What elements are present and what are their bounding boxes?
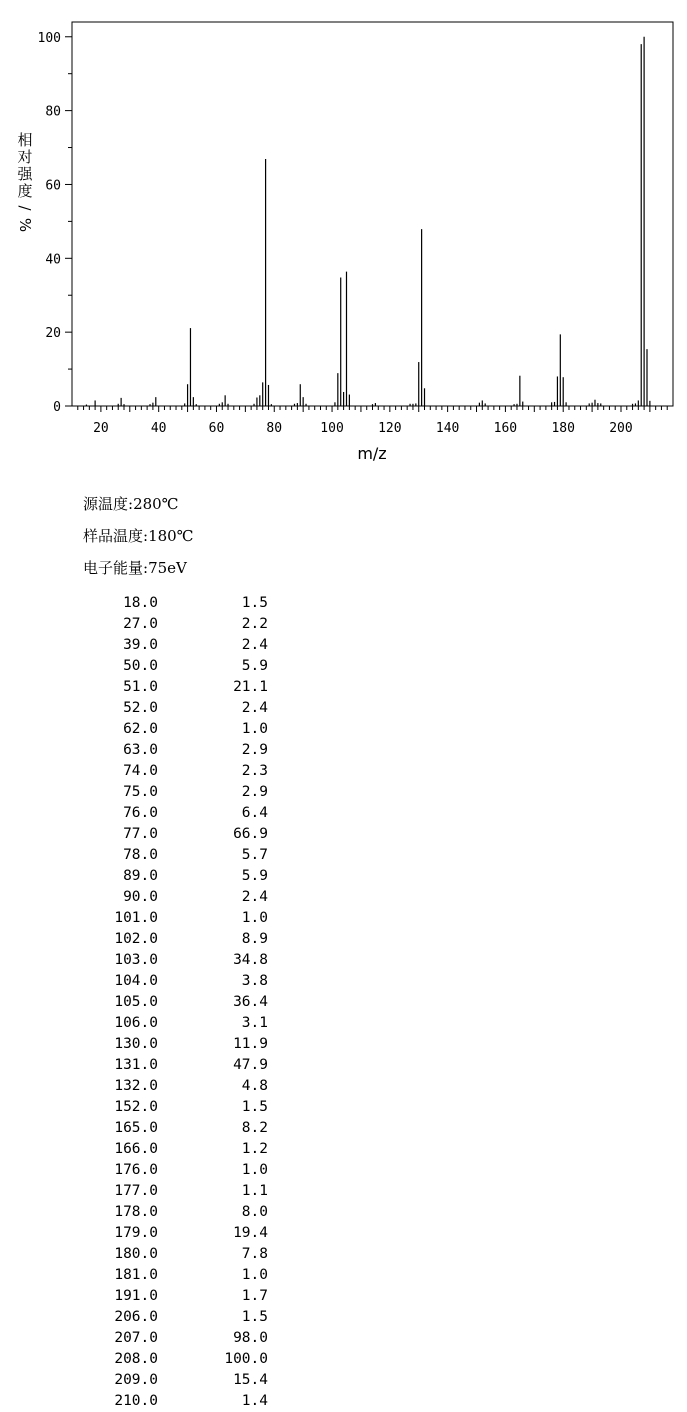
electron-energy (83, 557, 187, 578)
mz-value: 77.0 (123, 826, 158, 842)
mz-value: 207.0 (114, 1330, 158, 1346)
table-row (88, 1034, 268, 1055)
intensity-value: 3.8 (241, 973, 268, 989)
intensity-value: 3.1 (241, 1015, 268, 1031)
table-row (88, 761, 268, 782)
mz-value: 210.0 (114, 1393, 158, 1409)
mz-value: 102.0 (114, 931, 158, 947)
y-axis-label-char: 相 (17, 131, 33, 149)
mz-value: 63.0 (123, 742, 158, 758)
sample-temperature-label: 样品温度: (83, 527, 149, 545)
mz-value: 62.0 (123, 721, 158, 737)
intensity-value: 100.0 (224, 1351, 268, 1367)
y-axis-label-char: % (16, 217, 34, 233)
table-row (88, 1160, 268, 1181)
plot-frame (72, 22, 673, 406)
intensity-value: 5.7 (241, 847, 268, 863)
mz-value: 105.0 (114, 994, 158, 1010)
mz-value: 130.0 (114, 1036, 158, 1052)
table-row (88, 593, 268, 614)
intensity-value: 5.9 (241, 868, 268, 884)
x-tick-label: 180 (551, 421, 575, 436)
mz-value: 178.0 (114, 1204, 158, 1220)
table-row (88, 992, 268, 1013)
y-axis-label-char: / (16, 205, 34, 211)
column-gap (158, 992, 198, 1013)
intensity-value: 34.8 (233, 952, 268, 968)
table-row (88, 866, 268, 887)
intensity-value: 6.4 (241, 805, 268, 821)
intensity-value: 1.0 (241, 910, 268, 926)
column-gap (158, 719, 198, 740)
column-gap (158, 1181, 198, 1202)
table-row (88, 1349, 268, 1370)
table-row (88, 929, 268, 950)
mz-value: 179.0 (114, 1225, 158, 1241)
mz-value: 75.0 (123, 784, 158, 800)
mz-value: 78.0 (123, 847, 158, 863)
column-gap (158, 1076, 198, 1097)
table-row (88, 1097, 268, 1118)
table-row (88, 908, 268, 929)
intensity-value: 1.2 (241, 1141, 268, 1157)
intensity-value: 2.9 (241, 784, 268, 800)
y-axis-label-char: 度 (17, 182, 33, 200)
intensity-value: 1.5 (241, 595, 268, 611)
table-row (88, 1391, 268, 1412)
column-gap (158, 761, 198, 782)
x-axis-label: m/z (357, 444, 387, 463)
x-tick-label: 40 (150, 421, 167, 436)
table-row (88, 1328, 268, 1349)
mz-value: 50.0 (123, 658, 158, 674)
mz-value: 52.0 (123, 700, 158, 716)
mz-value: 39.0 (123, 637, 158, 653)
intensity-value: 2.4 (241, 637, 268, 653)
mz-value: 89.0 (123, 868, 158, 884)
column-gap (158, 677, 198, 698)
y-axis-label-char: 对 (17, 148, 33, 166)
x-tick-label: 200 (609, 421, 633, 436)
mz-value: 209.0 (114, 1372, 158, 1388)
table-row (88, 740, 268, 761)
y-tick-label: 60 (45, 178, 61, 194)
column-gap (158, 1349, 198, 1370)
mz-value: 177.0 (114, 1183, 158, 1199)
column-gap (158, 782, 198, 803)
column-gap (158, 929, 198, 950)
column-gap (158, 803, 198, 824)
mz-value: 152.0 (114, 1099, 158, 1115)
intensity-value: 7.8 (241, 1246, 268, 1262)
sample-temperature-value: 180℃ (148, 527, 194, 545)
column-gap (158, 1013, 198, 1034)
electron-energy-label: 电子能量: (83, 559, 149, 577)
intensity-value: 36.4 (233, 994, 268, 1010)
y-tick-label: 80 (45, 104, 61, 120)
peak-table (88, 593, 268, 1412)
mz-value: 90.0 (123, 889, 158, 905)
column-gap (158, 1391, 198, 1412)
column-gap (158, 1139, 198, 1160)
mz-value: 176.0 (114, 1162, 158, 1178)
source-temperature (83, 493, 178, 514)
y-axis-label (16, 131, 34, 232)
table-row (88, 1076, 268, 1097)
mz-value: 132.0 (114, 1078, 158, 1094)
table-row (88, 782, 268, 803)
column-gap (158, 740, 198, 761)
x-tick-label: 100 (320, 421, 344, 436)
table-row (88, 1223, 268, 1244)
column-gap (158, 1328, 198, 1349)
intensity-value: 1.0 (241, 721, 268, 737)
y-tick-label: 100 (37, 30, 61, 46)
mz-value: 166.0 (114, 1141, 158, 1157)
intensity-value: 19.4 (233, 1225, 268, 1241)
table-row (88, 1202, 268, 1223)
intensity-value: 1.5 (241, 1309, 268, 1325)
column-gap (158, 1118, 198, 1139)
intensity-value: 2.4 (241, 889, 268, 905)
source-temperature-label: 源温度: (83, 495, 134, 513)
column-gap (158, 614, 198, 635)
intensity-value: 98.0 (233, 1330, 268, 1346)
column-gap (158, 1034, 198, 1055)
column-gap (158, 824, 198, 845)
column-gap (158, 866, 198, 887)
mz-value: 165.0 (114, 1120, 158, 1136)
column-gap (158, 1244, 198, 1265)
table-row (88, 824, 268, 845)
intensity-value: 8.0 (241, 1204, 268, 1220)
column-gap (158, 845, 198, 866)
intensity-value: 21.1 (233, 679, 268, 695)
mz-value: 181.0 (114, 1267, 158, 1283)
table-row (88, 950, 268, 971)
column-gap (158, 971, 198, 992)
table-row (88, 1181, 268, 1202)
column-gap (158, 1286, 198, 1307)
table-row (88, 1118, 268, 1139)
column-gap (158, 698, 198, 719)
column-gap (158, 1202, 198, 1223)
column-gap (158, 656, 198, 677)
y-tick-label: 20 (45, 326, 61, 342)
y-tick-label: 0 (53, 400, 61, 415)
x-tick-label: 140 (435, 421, 460, 436)
intensity-value: 4.8 (241, 1078, 268, 1094)
x-tick-label: 160 (493, 421, 518, 436)
mz-value: 104.0 (114, 973, 158, 989)
y-axis-label-char: 强 (17, 165, 33, 183)
x-tick-label: 120 (378, 421, 402, 436)
intensity-value: 1.5 (241, 1099, 268, 1115)
y-tick-label: 40 (45, 252, 61, 268)
x-tick-label: 80 (266, 421, 283, 436)
table-row (88, 719, 268, 740)
intensity-value: 2.2 (241, 616, 268, 632)
column-gap (158, 1307, 198, 1328)
table-row (88, 971, 268, 992)
x-axis (78, 406, 667, 436)
intensity-value: 47.9 (233, 1057, 268, 1073)
source-temperature-value: 280℃ (133, 495, 179, 513)
mz-value: 74.0 (123, 763, 158, 779)
mz-value: 101.0 (114, 910, 158, 926)
mass-spectrum-chart (0, 0, 687, 470)
intensity-value: 1.0 (241, 1267, 268, 1283)
mz-value: 208.0 (114, 1351, 158, 1367)
table-row (88, 1286, 268, 1307)
electron-energy-value: 75eV (148, 559, 187, 577)
table-row (88, 887, 268, 908)
intensity-value: 2.3 (241, 763, 268, 779)
intensity-value: 1.7 (241, 1288, 268, 1304)
table-row (88, 803, 268, 824)
table-row (88, 698, 268, 719)
sample-temperature (83, 525, 193, 546)
mz-value: 103.0 (114, 952, 158, 968)
x-tick-label: 20 (93, 421, 109, 436)
mz-value: 206.0 (114, 1309, 158, 1325)
table-row (88, 1139, 268, 1160)
mz-value: 27.0 (123, 616, 158, 632)
column-gap (158, 1265, 198, 1286)
mz-value: 191.0 (114, 1288, 158, 1304)
table-row (88, 1265, 268, 1286)
intensity-value: 8.9 (241, 931, 268, 947)
table-row (88, 1013, 268, 1034)
y-axis (38, 31, 72, 415)
column-gap (158, 908, 198, 929)
mz-value: 76.0 (123, 805, 158, 821)
column-gap (158, 1160, 198, 1181)
table-row (88, 677, 268, 698)
mz-value: 180.0 (114, 1246, 158, 1262)
table-row (88, 1307, 268, 1328)
intensity-value: 1.4 (241, 1393, 268, 1409)
mz-value: 18.0 (123, 595, 158, 611)
intensity-value: 8.2 (241, 1120, 268, 1136)
intensity-value: 66.9 (233, 826, 268, 842)
mz-value: 51.0 (123, 679, 158, 695)
intensity-value: 1.0 (241, 1162, 268, 1178)
column-gap (158, 950, 198, 971)
table-row (88, 1370, 268, 1391)
peak-bars (86, 37, 649, 406)
intensity-value: 5.9 (241, 658, 268, 674)
intensity-value: 1.1 (241, 1183, 268, 1199)
intensity-value: 2.9 (241, 742, 268, 758)
column-gap (158, 1223, 198, 1244)
table-row (88, 656, 268, 677)
table-row (88, 635, 268, 656)
table-row (88, 1055, 268, 1076)
mz-value: 106.0 (114, 1015, 158, 1031)
intensity-value: 15.4 (233, 1372, 268, 1388)
column-gap (158, 593, 198, 614)
column-gap (158, 1055, 198, 1076)
column-gap (158, 1370, 198, 1391)
mz-value: 131.0 (114, 1057, 158, 1073)
column-gap (158, 1097, 198, 1118)
table-row (88, 1244, 268, 1265)
intensity-value: 11.9 (233, 1036, 268, 1052)
x-tick-label: 60 (208, 421, 225, 436)
table-row (88, 845, 268, 866)
intensity-value: 2.4 (241, 700, 268, 716)
column-gap (158, 635, 198, 656)
column-gap (158, 887, 198, 908)
table-row (88, 614, 268, 635)
